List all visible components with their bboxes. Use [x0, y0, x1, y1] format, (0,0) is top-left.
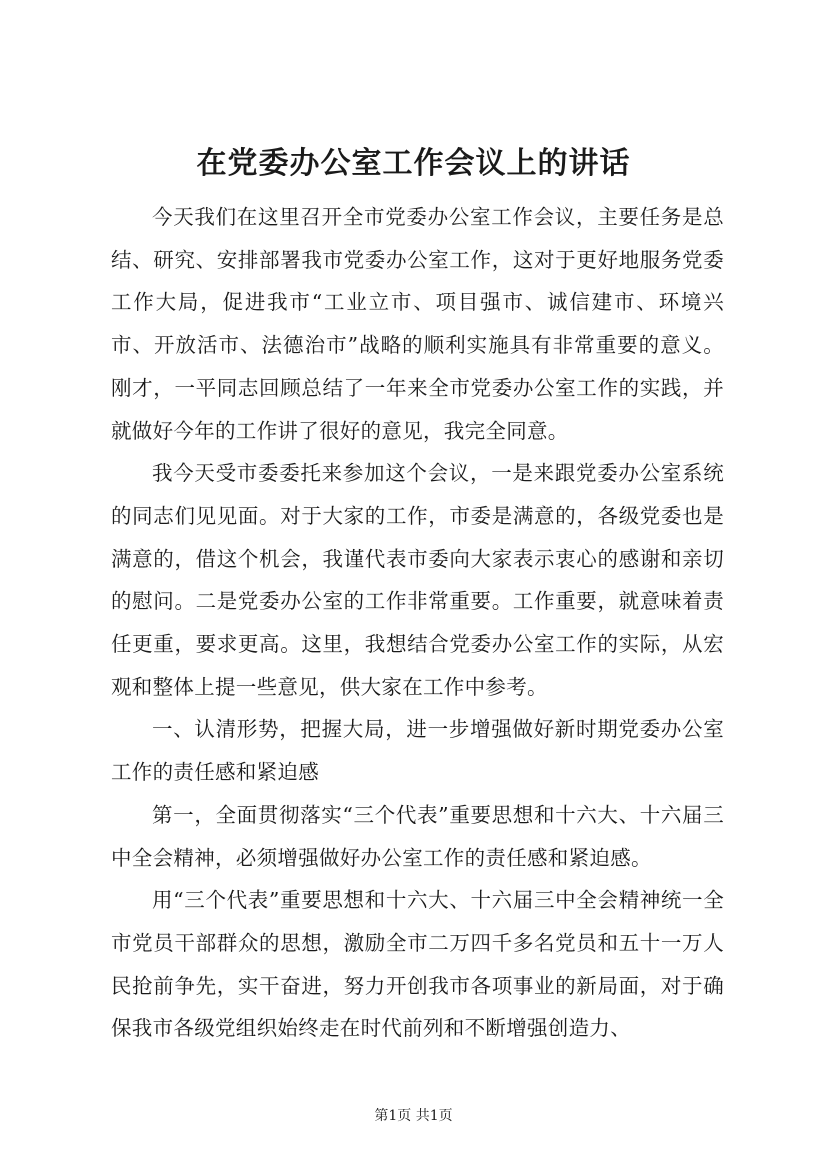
page-footer: 第1页 共1页: [374, 1108, 453, 1124]
document-body: [111, 196, 724, 1050]
document-title: 在党委办公室工作会议上的讲话: [196, 146, 631, 181]
paragraph-2: 我今天受市委委托来参加这个会议，一是来跟党委办公室系统的同志们见见面。对于大家的工作，市委是满意的，各级党委也是满意的，借这个机会，我谨代表市委向大家表示衷心的感谢和亲切的慰问。二是党委办公室的工作非常重要。工作重要，就意味着责任更重，要求更高。这里，我想结合党委办公室工作的实际，从宏观和整体上提一些意见，供大家在工作中参考。: [111, 461, 724, 699]
section-heading-1: 一、认清形势，把握大局，进一步增强做好新时期党委办公室工作的责任感和紧迫感: [111, 717, 724, 785]
paragraph-4: 用“三个代表”重要思想和十六大、十六届三中全会精神统一全市党员干部群众的思想，激励全市二万四千多名党员和五十一万人民抢前争先，实干奋进，努力开创我市各项事业的新局面，对于确保我市各级党组织始终走在时代前列和不断增强创造力、: [111, 888, 724, 1041]
paragraph-3: 第一，全面贯彻落实“三个代表”重要思想和十六大、十六届三中全会精神，必须增强做好办公室工作的责任感和紧迫感。: [111, 802, 724, 870]
paragraph-1: 今天我们在这里召开全市党委办公室工作会议，主要任务是总结、研究、安排部署我市党委办公室工作，这对于更好地服务党委工作大局，促进我市“工业立市、项目强市、诚信建市、环境兴市、开放活市、法德治市”战略的顺利实施具有非常重要的意义。刚才，一平同志回顾总结了一年来全市党委办公室工作的实践，并就做好今年的工作讲了很好的意见，我完全同意。: [111, 205, 724, 443]
